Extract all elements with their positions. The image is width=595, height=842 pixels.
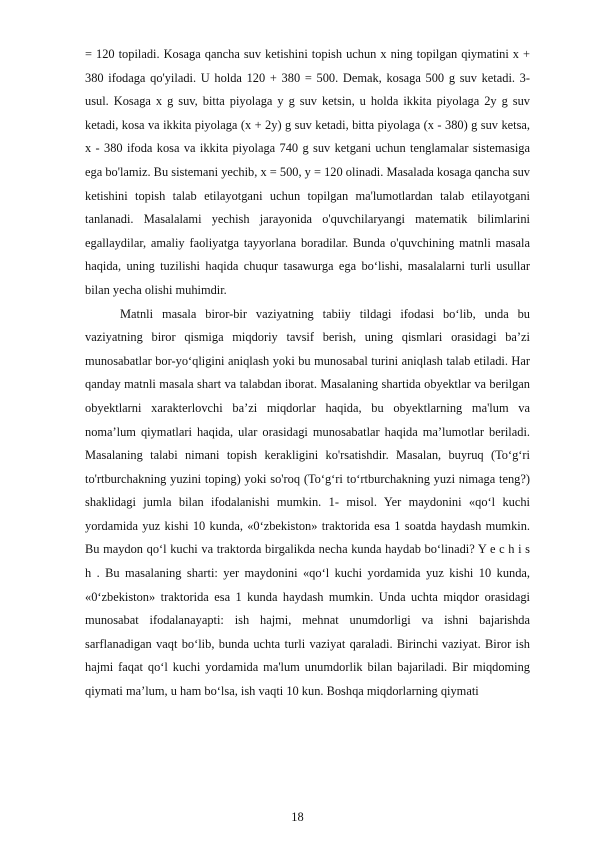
paragraph-1: = 120 topiladi. Kosaga qancha suv ketishini topish uchun x ning topilgan qiymatini x + 380 ifodaga qo'yiladi. U holda 120 + 380 = 500. Demak, kosaga 500 g suv ketadi. 3- usul. Kosaga x g suv, bitta piyolaga y g suv ketsin, u holda ikkita piyolaga 2y g suv ketadi, kosa va ikkita piyolaga (x + 2y) g suv ketadi, bitta piyolaga (x - 380) g suv ketsa, x - 380 ifoda kosa va ikkita piyolaga 740 g suv ketgani uchun tenglamalar sistemasiga ega bo'lamiz. Bu sistemani yechib, x = 500, y = 120 olinadi. Masalada kosaga qancha suv ketishini topish talab etilayotgani uchun topilgan ma'lumotlardan talab etilayotgani tanlanadi. Masalalami yechish jarayonida o'quvchilaryangi matematik bilimlarini egallaydilar, amaliy faoliyatga tayyorlana boradilar. Bunda o'quvchining matnli masala haqida, uning tuzilishi haqida chuqur tasawurga ega bo‘lishi, masalalarni turli usullar bilan yecha olishi muhimdir. [85,47,530,297]
document-page [85,43,530,704]
page-number: 18 [291,810,304,824]
paragraph-2: Matnli masala biror-bir vaziyatning tabiiy tildagi ifodasi bo‘lib, unda bu vaziyatning biror qismiga miqdoriy tavsif berish, uning qismlari orasidagi ba’zi munosabatlar bor-yo‘qligini aniqlash yoki bu munosabal turini aniqlash talab etiladi. Har qanday matnli masala shart va talabdan iborat. Masalaning shartida obyektlar va berilgan obyektlarni xarakterlovchi ba’zi miqdorlar haqida, bu obyektlarning ma'lum va noma’lum qiymatlari haqida, ular orasidagi munosabatlar haqida ma’lumotlar beriladi. Masalaning talabi nimani topish kerakligini ko'rsatishdir. Masalan, buyruq (To‘g‘ri to'rtburchakning yuzini toping) yoki so'roq (To‘g‘ri to‘rtburchakning yuzi nimaga teng?) shaklidagi jumla bilan ifodalanishi mumkin. 1- misol. Yer maydonini «qo‘l kuchi yordamida yuz kishi 10 kunda, «0‘zbekiston» traktorida esa 1 soatda haydash mumkin. Bu maydon qo‘l kuchi va traktorda birgalikda necha kunda haydab bo‘linadi? Y e c h i s h . Bu masalaning sharti: yer maydonini «qo‘l kuchi yordamida yuz kishi 10 kunda, «0‘zbekiston» traktorida esa 1 kunda haydash mumkin. Unda uchta miqdor orasidagi munosabat ifodalanayapti: ish hajmi, mehnat unumdorligi va ishni bajarishda sarflanadigan vaqt bo‘lib, bunda uchta turli vaziyat qaraladi. Birinchi vaziyat. Biror ish hajmi faqat qo‘l kuchi yordamida ma'lum unumdorlik bilan bajariladi. Bir miqdoming qiymati ma’lum, u ham bo‘lsa, ish vaqti 10 kun. Boshqa miqdorlarning qiymati [85,306,530,699]
